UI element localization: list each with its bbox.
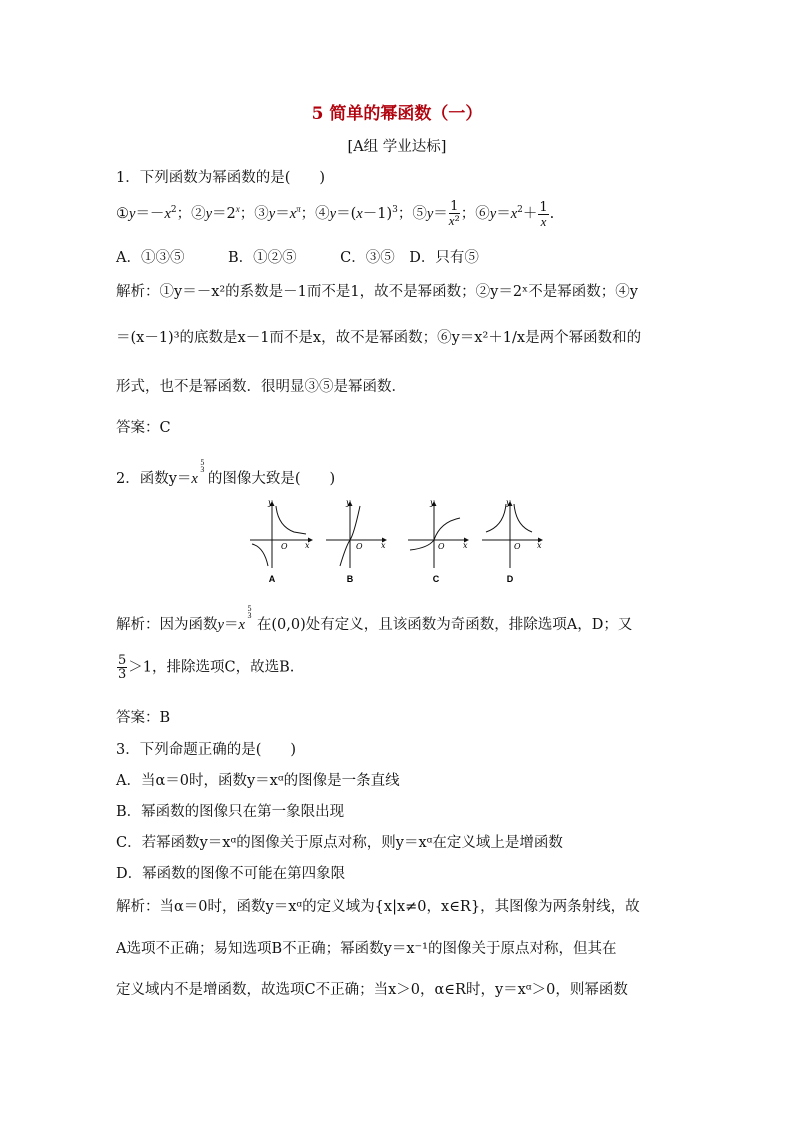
q3-option-b: B．幂函数的图像只在第一象限出现 — [116, 804, 345, 820]
svg-text:y: y — [430, 498, 435, 507]
svg-text:x: x — [537, 541, 542, 550]
page-title: 5 简单的幂函数（一） — [311, 104, 483, 124]
q1-options: A．①③⑤ B．①②⑤ C．③⑤ D．只有⑤ — [116, 250, 479, 266]
q3-analysis-line3: 定义域内不是增函数，故选项C不正确；当x＞0，α∈R时，y＝xᵅ＞0，则幂函数 — [116, 982, 628, 998]
q3-option-c: C．若幂函数y＝xᵅ的图像关于原点对称，则y＝xᵅ在定义域上是增函数 — [116, 835, 563, 851]
q1-analysis-line2: ＝(x－1)³的底数是x－1而不是x，故不是幂函数；⑥y＝x²＋1/x是两个幂函数和的 — [116, 330, 642, 346]
q1-answer: 答案：C — [116, 420, 171, 436]
q1-functions-list: $①y=-x^2$；$②y=2^x$；$③y=x^\pi$；$④y=(x-1)^3$；⑤y＝ $\frac{1}{\text{x²}}$ ；$⑥y=x^2+$ $\frac{1}{x}$ . — [116, 199, 555, 229]
svg-text:x: x — [463, 541, 468, 550]
q2-analysis-line2: $\frac{5}{3}$ ＞1，排除选项C，故选B. — [118, 653, 295, 682]
q3-option-a: A．当α＝0时，函数y＝xᵅ的图像是一条直线 — [116, 773, 400, 789]
svg-text:x: x — [381, 541, 386, 550]
graph-b-label: B — [346, 574, 354, 584]
svg-text:y: y — [346, 498, 351, 507]
svg-text:O: O — [438, 542, 445, 551]
graph-a-label: A — [268, 574, 276, 584]
svg-text:y: y — [268, 498, 273, 507]
graph-d[interactable] — [482, 498, 542, 584]
q2-answer: 答案：B — [116, 710, 171, 726]
q1-stem: 1．下列函数为幂函数的是( ) — [116, 170, 326, 186]
graph-c[interactable] — [408, 498, 468, 584]
svg-text:y: y — [506, 498, 511, 507]
svg-text:O: O — [281, 542, 288, 551]
q3-analysis-line2: A选项不正确；易知选项B不正确；幂函数y＝x⁻¹的图像关于原点对称，但其在 — [116, 941, 617, 957]
q3-stem: 3．下列命题正确的是( ) — [116, 742, 297, 758]
svg-text:O: O — [514, 542, 521, 551]
q1-analysis-line1: 解析：①y＝－x²的系数是－1而不是1，故不是幂函数；②y＝2ˣ不是幂函数；④y — [116, 284, 638, 300]
q2-analysis-line1: 解析：因为函数y＝x 5 3 在(0,0)处有定义，且该函数为奇函数，排除选项A，D；又 — [116, 604, 633, 633]
graph-b[interactable] — [326, 498, 386, 584]
svg-text:O: O — [356, 542, 363, 551]
graph-a[interactable] — [250, 498, 312, 584]
svg-text:x: x — [305, 541, 310, 550]
q2-graph-options — [248, 496, 548, 586]
q3-option-d: D．幂函数的图像不可能在第四象限 — [116, 866, 346, 882]
graph-c-label: C — [432, 574, 440, 584]
section-subtitle: [A组 学业达标] — [347, 139, 447, 155]
q1-analysis-line3: 形式，也不是幂函数．很明显③⑤是幂函数． — [116, 379, 406, 395]
q2-stem: 2．函数y＝x 5 3 的图像大致是( ) — [116, 458, 336, 487]
graph-d-label: D — [506, 574, 514, 584]
q3-analysis-line1: 解析：当α＝0时，函数y＝xᵅ的定义域为{x|x≠0，x∈R}，其图像为两条射线，故 — [116, 899, 640, 915]
